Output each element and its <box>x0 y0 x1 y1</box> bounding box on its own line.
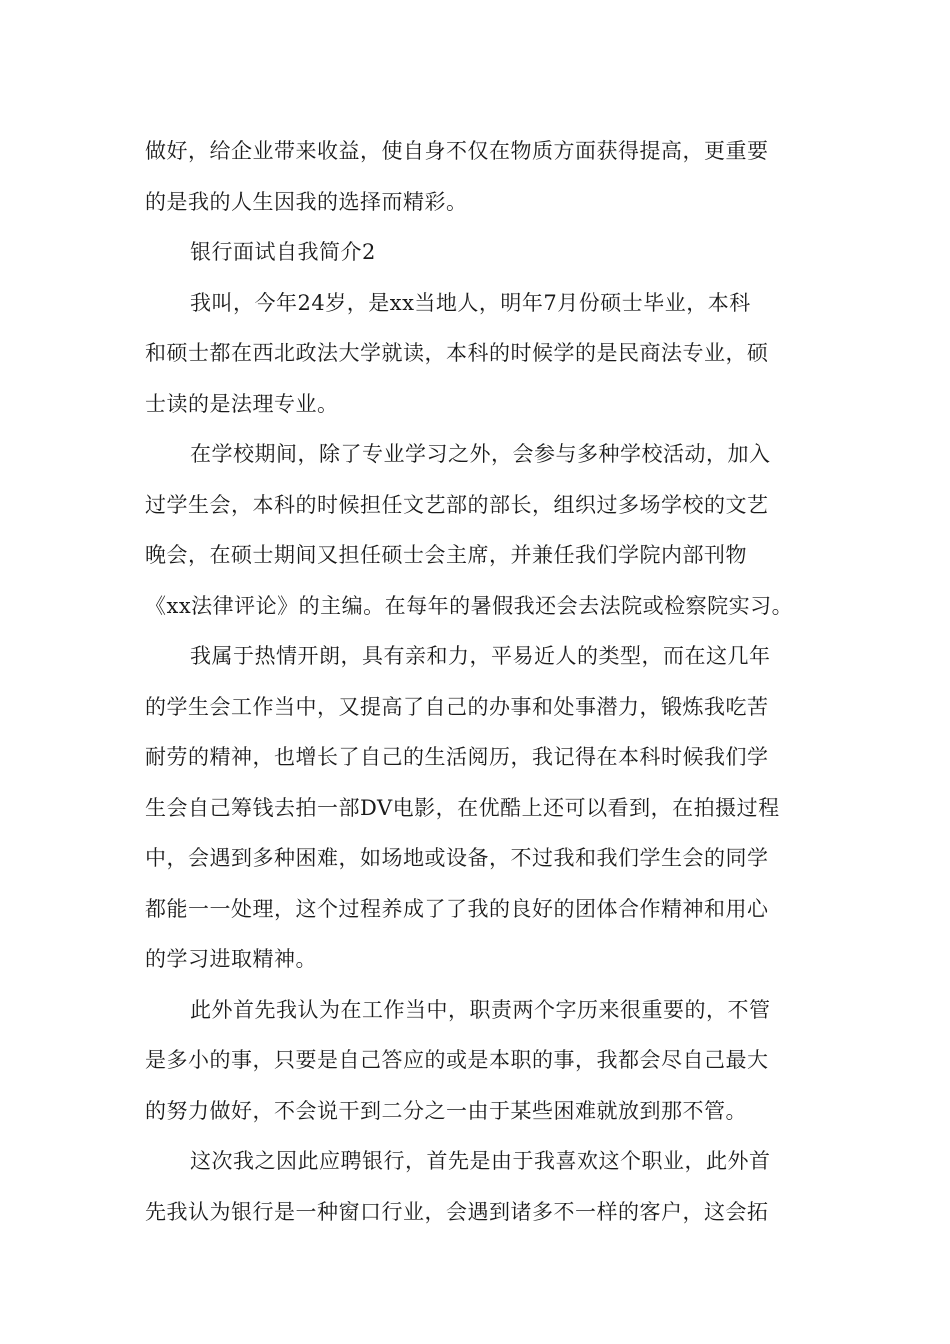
text-line: 做好，给企业带来收益，使自身不仅在物质方面获得提高，更重要 <box>145 139 769 163</box>
text-line: 士读的是法理专业。 <box>145 391 339 416</box>
text-line: 晚会，在硕士期间又担任硕士会主席，并兼任我们学院内部刊物 <box>145 543 747 567</box>
text-line: 的学习进取精神。 <box>145 947 317 971</box>
text-line: 先我认为银行是一种窗口行业，会遇到诸多不一样的客户，这会拓 <box>145 1199 769 1224</box>
text-line: 我叫，今年24岁，是xx当地人，明年7月份硕士毕业，本科 <box>190 290 751 315</box>
text-line: 生会自己筹钱去拍一部DV电影，在优酷上还可以看到，在拍摄过程 <box>145 795 780 820</box>
text-line: 是多小的事，只要是自己答应的或是本职的事，我都会尽自己最大 <box>145 1048 769 1072</box>
text-line: 此外首先我认为在工作当中，职责两个字历来很重要的，不管 <box>190 997 771 1022</box>
text-line: 我属于热情开朗，具有亲和力，平易近人的类型，而在这几年 <box>190 644 771 668</box>
text-line: 的是我的人生因我的选择而精彩。 <box>145 189 468 214</box>
text-line: 中，会遇到多种困难，如场地或设备，不过我和我们学生会的同学 <box>145 846 769 870</box>
text-line: 的努力做好，不会说干到二分之一由于某些困难就放到那不管。 <box>145 1098 747 1123</box>
text-line: 和硕士都在西北政法大学就读，本科的时候学的是民商法专业，硕 <box>145 341 769 365</box>
text-line: 银行面试自我简介2 <box>190 240 376 264</box>
text-line: 都能一一处理，这个过程养成了了我的良好的团体合作精神和用心 <box>145 896 769 921</box>
text-line: 过学生会，本科的时候担任文艺部的部长，组织过多场学校的文艺 <box>145 492 769 517</box>
text-line: 这次我之因此应聘银行，首先是由于我喜欢这个职业，此外首 <box>190 1149 771 1173</box>
text-line: 在学校期间，除了专业学习之外，会参与多种学校活动，加入 <box>190 442 771 466</box>
text-line: 《xx法律评论》的主编。在每年的暑假我还会去法院或检察院实习。 <box>145 593 794 618</box>
text-line: 的学生会工作当中，又提高了自己的办事和处事潜力，锻炼我吃苦 <box>145 694 769 719</box>
document-body <box>145 126 805 1237</box>
text-line: 耐劳的精神，也增长了自己的生活阅历，我记得在本科时候我们学 <box>145 745 769 769</box>
